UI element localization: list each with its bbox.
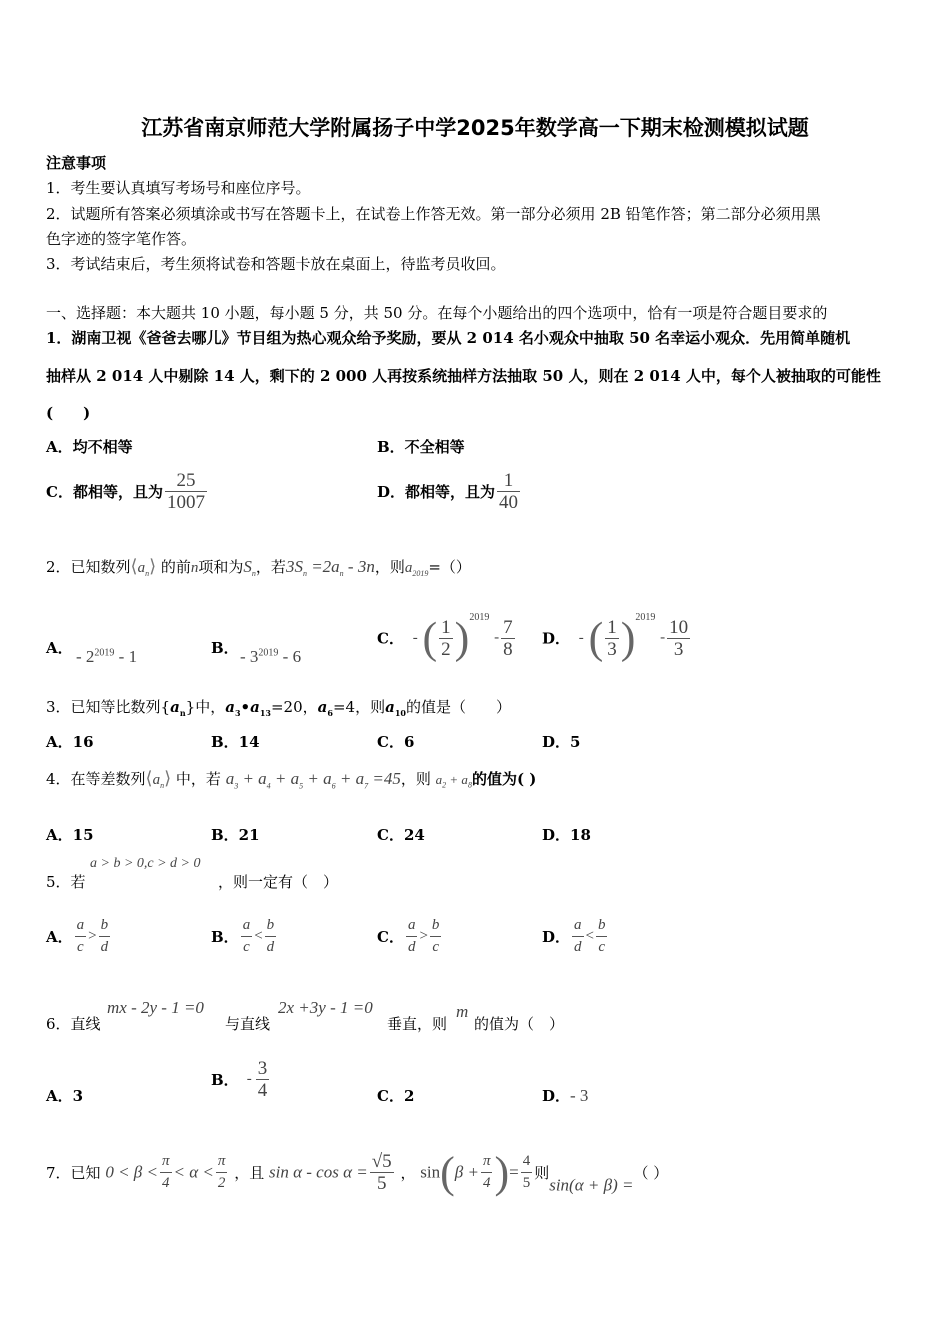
q1-option-c: C．都相等，且为 $\frac{25}{1007}$ (46, 470, 205, 513)
question-1-line: 1．湖南卫视《爸爸去哪儿》节目组为热心观众给予奖励，要从 2 014 名小观众中抽取 50 名幸运小观众．先用简单随机 (46, 329, 851, 347)
question-7: 7．已知 0 < β < $\frac{\pi}{4}$ < α < $\frac{\pi}{2}$ ，且 sin α - cos α = $\frac{√5}{5}$ ， sin(β + $\frac{\pi}{4}$ )= $\frac{4}{5}$ 则sin(α + β) =（ ） (46, 1148, 669, 1197)
question-6-label: 6．直线 (46, 1015, 101, 1033)
q3-option-d: D．5 (542, 733, 581, 751)
question-4: 4．在等差数列$⟨a_n⟩$ 中，若 $a_3 + a_4 + a_5 + a_6 + a_7 =45$，则 $a_2 + a_8$的值为( ) (46, 768, 537, 791)
question-6-text: 与直线 (225, 1015, 271, 1033)
q2-option-b-expr: - $3^{2019} - 6$ (240, 647, 302, 666)
q6-option-a: A．3 (46, 1087, 84, 1105)
q5-option-b: B． $\frac{a}{c}$ < $\frac{b}{d}$ (211, 917, 275, 955)
q6-option-c: C．2 (377, 1087, 415, 1105)
question-6-tail: 的值为（ ） (474, 1015, 565, 1033)
q4-option-d: D．18 (542, 826, 591, 844)
q2-option-d: D． - ( $\frac{1}{3}$ )$^{2019}$ - $\frac{10}{3}$ (542, 612, 689, 663)
q5-option-d: D． $\frac{a}{d}$ < $\frac{b}{c}$ (542, 917, 606, 955)
q2-option-b: B． (211, 639, 239, 657)
q4-option-c: C．24 (377, 826, 425, 844)
q1-option-a: A．均不相等 (46, 438, 133, 456)
q3-option-c: C．6 (377, 733, 415, 751)
q6-option-b: B． - $\frac{3}{4}$ (211, 1058, 268, 1101)
q2-option-a-expr: - $2^{2019} - 1$ (76, 647, 138, 666)
question-5-label: 5．若 (46, 873, 86, 891)
question-5-tail: ，则一定有（ ） (218, 873, 339, 891)
fraction-denominator: 40 (499, 492, 519, 513)
notice-heading: 注意事项 (46, 154, 107, 172)
q6-option-d: D．- 3 (542, 1086, 589, 1105)
question-5-condition: a > b > 0,c > d > 0 (90, 856, 201, 871)
fraction-numerator: 25 (165, 470, 207, 492)
question-6-text: 垂直，则 (387, 1015, 448, 1033)
fraction-denominator: 1007 (166, 492, 205, 513)
question-1-line: 抽样从 2 014 人中剔除 14 人，剩下的 2 000 人再按系统抽样方法抽取 50 人，则在 2 014 人中，每个人被抽取的可能性 (46, 367, 881, 385)
question-2: 2．已知数列$⟨a_n⟩$ 的前n项和为$S_n$，若$3S_n =2a_n - 3n$，则$a_{2019}=()$ (46, 556, 471, 578)
q3-option-a: A．16 (46, 733, 94, 751)
q2-option-c: C． - ( $\frac{1}{2}$ )$^{2019}$ - $\frac{7}{8}$ (377, 612, 513, 663)
q4-option-a: A．15 (46, 826, 94, 844)
q5-option-a: A． $\frac{a}{c}$ > $\frac{b}{d}$ (46, 917, 109, 955)
question-3: 3．已知等比数列$\{a_n\}$中，$a_3•a_{13}=20$，$a_6=4$，则$a_{10}$的值是（ ） (46, 698, 511, 718)
notice-item: 2．试题所有答案必须填涂或书写在答题卡上，在试卷上作答无效。第一部分必须用 2B 铅笔作答；第二部分必须用黑 (46, 205, 821, 223)
q2-option-a: A． (46, 639, 73, 657)
notice-item: 1．考生要认真填写考场号和座位序号。 (46, 179, 311, 197)
question-6-line1: mx - 2y - 1 =0 (107, 998, 204, 1017)
q3-option-b: B．14 (211, 733, 260, 751)
question-1-blank: ( ) (46, 404, 91, 422)
notice-item: 色字迹的签字笔作答。 (46, 230, 197, 248)
notice-item: 3．考试结束后，考生须将试卷和答题卡放在桌面上，待监考员收回。 (46, 255, 506, 273)
q1-option-d: D．都相等，且为 $\frac{1}{40}$ (377, 470, 519, 513)
q5-option-c: C． $\frac{a}{d}$ > $\frac{b}{c}$ (377, 917, 440, 955)
q4-option-b: B．21 (211, 826, 260, 844)
q1-option-b: B．不全相等 (377, 438, 465, 456)
page-title: 江苏省南京师范大学附属扬子中学2025年数学高一下期末检测模拟试题 (141, 116, 809, 140)
section-heading: 一、选择题：本大题共 10 小题，每小题 5 分，共 50 分。在每个小题给出的四个选项中，恰有一项是符合题目要求的 (46, 304, 828, 322)
fraction-numerator: 1 (497, 470, 520, 492)
question-6-line2: 2x +3y - 1 =0 (278, 998, 373, 1017)
question-6-m: m (456, 1002, 469, 1021)
